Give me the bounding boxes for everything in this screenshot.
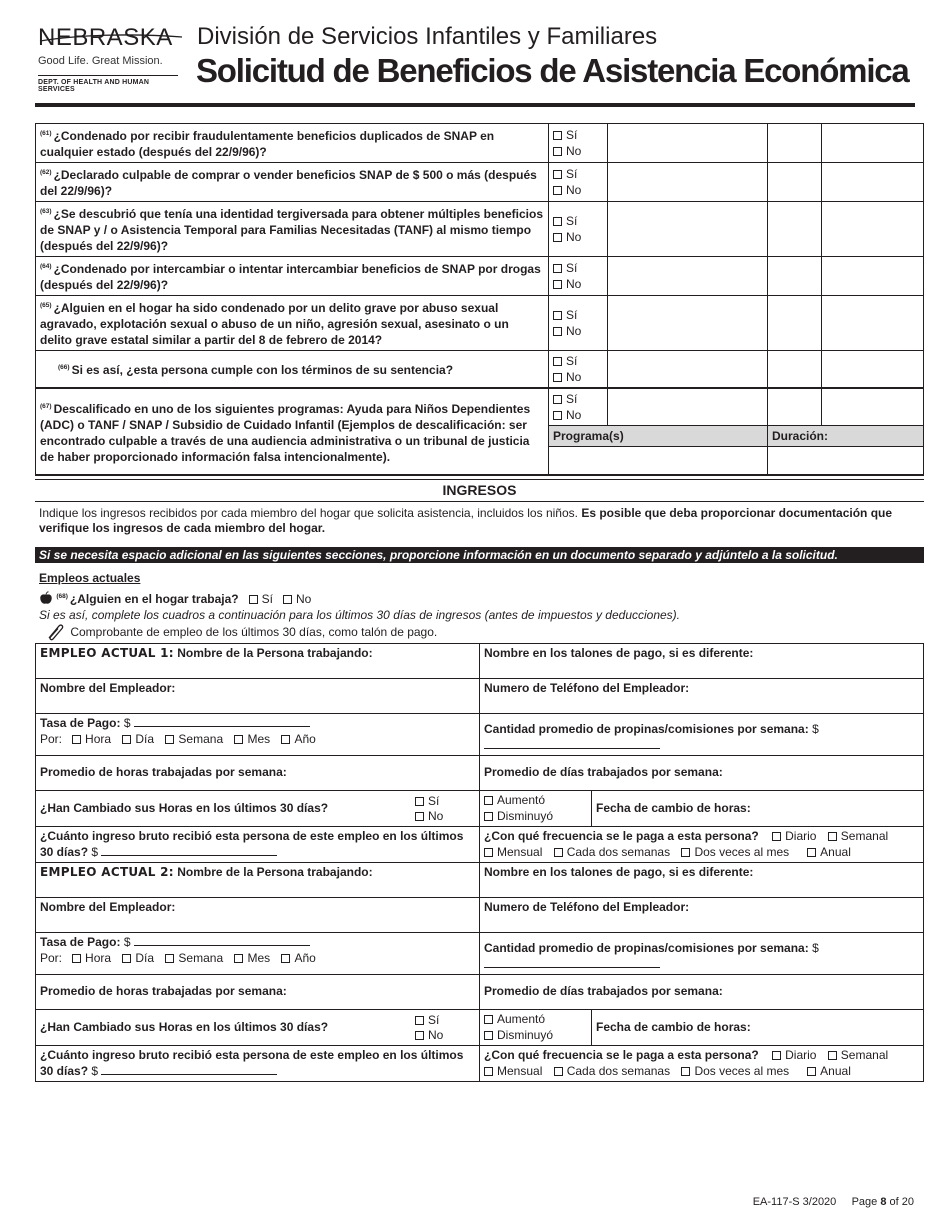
- question-number: (62): [40, 169, 52, 176]
- job-title: EMPLEO ACTUAL 1:: [40, 646, 174, 660]
- no-checkbox[interactable]: No: [553, 323, 603, 339]
- yes-no-options: [549, 351, 608, 389]
- section-divider: [35, 479, 924, 480]
- yes-checkbox[interactable]: Sí: [553, 391, 603, 407]
- question-row: [36, 124, 924, 163]
- additional-space-banner: Si se necesita espacio adicional en las siguientes secciones, proporcione información en un documento separado y adjúntelo a la solicitud.: [35, 547, 924, 563]
- paystub-name-field[interactable]: Nombre en los talones de pago, si es diferente:: [480, 863, 924, 898]
- yes-no-options: [549, 388, 608, 426]
- hours-change-direction: [480, 791, 592, 827]
- q68-label: ¿Alguien en el hogar trabaja?: [69, 592, 239, 606]
- person-name-field[interactable]: EMPLEO ACTUAL 2: Nombre de la Persona trabajando:: [36, 863, 480, 898]
- question-label: Descalificado en uno de los siguientes programas: Ayuda para Niños Dependientes (ADC) o TANF / SNAP / Subsidio de Cuidado Infantil (Ejemplos de descalificación: ser encontrado culpable a través de una audiencia administrativa o un tribunal de justicia de haber proporcionado información falsa intencionalmente).: [40, 401, 531, 464]
- answer-cell[interactable]: [822, 296, 924, 351]
- answer-cell[interactable]: [608, 296, 768, 351]
- yes-no-options: [549, 296, 608, 351]
- daily-checkbox[interactable]: Diario: [772, 829, 816, 843]
- question-row: [36, 351, 924, 389]
- tips-field[interactable]: Cantidad promedio de propinas/comisiones por semana: $: [480, 933, 924, 975]
- program-label: Programa(s): [549, 426, 768, 447]
- answer-cell[interactable]: [822, 257, 924, 296]
- per-hour-checkbox[interactable]: Hora: [72, 951, 111, 965]
- employment-table-1: [35, 643, 924, 863]
- question-row: [36, 296, 924, 351]
- page-footer: [753, 1196, 914, 1208]
- monthly-checkbox[interactable]: Mensual: [484, 845, 542, 859]
- answer-cell[interactable]: [768, 124, 822, 163]
- tips-field[interactable]: Cantidad promedio de propinas/comisiones por semana: $: [480, 714, 924, 756]
- per-hour-checkbox[interactable]: Hora: [72, 732, 111, 746]
- apple-icon: [39, 591, 53, 605]
- question-number: (67): [40, 402, 52, 410]
- eligibility-questions-table: [35, 123, 924, 475]
- answer-cell[interactable]: [608, 257, 768, 296]
- page-label: Page: [851, 1196, 878, 1208]
- question-number: (68): [56, 593, 68, 600]
- question-text: [36, 296, 549, 351]
- no-checkbox[interactable]: No: [553, 369, 603, 385]
- twice-monthly-checkbox[interactable]: Dos veces al mes: [681, 1064, 789, 1078]
- gross-income-field[interactable]: ¿Cuánto ingreso bruto recibió esta persona de este empleo en los últimos 30 días? $: [36, 827, 480, 863]
- question-number: (61): [40, 130, 52, 137]
- biweekly-checkbox[interactable]: Cada dos semanas: [554, 845, 670, 859]
- answer-cell[interactable]: [768, 163, 822, 202]
- question-label: ¿Declarado culpable de comprar o vender beneficios SNAP de $ 500 o más (después del 22/9/96)?: [40, 168, 537, 198]
- answer-cell[interactable]: [768, 202, 822, 257]
- answer-cell[interactable]: [608, 202, 768, 257]
- q68-proof-text: Comprobante de empleo de los últimos 30 días, como talón de pago.: [70, 625, 438, 639]
- avg-days-field[interactable]: Promedio de días trabajados por semana:: [480, 975, 924, 1010]
- income-intro-bold: Es posible que deba proporcionar documentación que verifique los ingresos de cada miembro del hogar.: [39, 506, 893, 535]
- q68-proof-note: [45, 623, 437, 641]
- no-checkbox[interactable]: No: [553, 276, 603, 292]
- page-title: Solicitud de Beneficios de Asistencia Económica: [196, 52, 909, 89]
- per-day-checkbox[interactable]: Día: [122, 732, 154, 746]
- per-year-checkbox[interactable]: Año: [281, 951, 315, 965]
- pay-rate-field[interactable]: Tasa de Pago: $ Por: Hora Día Semana Mes Año: [36, 714, 480, 756]
- yes-no-options: [549, 257, 608, 296]
- logo-divider: [38, 75, 178, 76]
- q68-no-checkbox[interactable]: No: [283, 592, 311, 606]
- answer-cell[interactable]: [822, 202, 924, 257]
- income-section-title: INGRESOS: [442, 482, 517, 498]
- answer-cell[interactable]: [768, 296, 822, 351]
- section-divider: [35, 475, 924, 476]
- logo-wordmark: [38, 24, 183, 52]
- q68-yes-checkbox[interactable]: Sí: [249, 592, 273, 606]
- question-label: ¿Condenado por intercambiar o intentar intercambiar beneficios de SNAP por drogas (después del 22/9/96)?: [40, 262, 541, 292]
- no-checkbox[interactable]: No: [415, 1028, 475, 1043]
- no-checkbox[interactable]: No: [553, 229, 603, 245]
- biweekly-checkbox[interactable]: Cada dos semanas: [554, 1064, 670, 1078]
- question-label: ¿Se descubrió que tenía una identidad tergiversada para obtener múltiples beneficios de SNAP y / o Asistencia Temporal para Familias Necesitadas (TANF) al mismo tiempo (después del 22/9/96)?: [40, 207, 544, 253]
- employer-phone-field[interactable]: Numero de Teléfono del Empleador:: [480, 898, 924, 933]
- page-number: 8: [880, 1196, 887, 1208]
- section-divider: [35, 501, 924, 502]
- pay-frequency: ¿Con qué frecuencia se le paga a esta persona? Diario Semanal Mensual Cada dos semanas Dos veces al mes Anual: [480, 827, 924, 863]
- question-row: [36, 202, 924, 257]
- logo-dept: DEPT. OF HEALTH AND HUMAN SERVICES: [38, 79, 150, 93]
- yes-no-options: [549, 202, 608, 257]
- increased-checkbox[interactable]: Aumentó: [484, 1012, 587, 1028]
- decreased-checkbox[interactable]: Disminuyó: [484, 809, 587, 825]
- per-week-checkbox[interactable]: Semana: [165, 732, 223, 746]
- employment-table-2: [35, 862, 924, 1082]
- answer-cell[interactable]: [768, 351, 822, 389]
- employer-name-field[interactable]: Nombre del Empleador:: [36, 679, 480, 714]
- logo-tagline: Good Life. Great Mission.: [38, 55, 163, 67]
- question-text: [36, 388, 549, 475]
- header-divider: [35, 103, 915, 107]
- answer-cell[interactable]: [822, 163, 924, 202]
- gross-income-field[interactable]: ¿Cuánto ingreso bruto recibió esta persona de este empleo en los últimos 30 días? $: [36, 1046, 480, 1082]
- question-text: [36, 351, 549, 389]
- yes-no-options: [549, 124, 608, 163]
- division-name: División de Servicios Infantiles y Familiares: [197, 23, 658, 50]
- per-week-checkbox[interactable]: Semana: [165, 951, 223, 965]
- pay-frequency: ¿Con qué frecuencia se le paga a esta persona? Diario Semanal Mensual Cada dos semanas Dos veces al mes Anual: [480, 1046, 924, 1082]
- answer-cell[interactable]: [822, 124, 924, 163]
- duration-input[interactable]: [768, 447, 924, 475]
- question-row: [36, 257, 924, 296]
- monthly-checkbox[interactable]: Mensual: [484, 1064, 542, 1078]
- nebraska-dhhs-logo: [38, 24, 183, 93]
- duration-label: Duración:: [768, 426, 924, 447]
- weekly-checkbox[interactable]: Semanal: [828, 829, 888, 843]
- per-day-checkbox[interactable]: Día: [122, 951, 154, 965]
- change-date-field[interactable]: Fecha de cambio de horas:: [592, 791, 924, 827]
- yes-checkbox[interactable]: Sí: [553, 213, 603, 229]
- logo-name: NEBRASKA: [38, 24, 173, 51]
- answer-cell[interactable]: [608, 163, 768, 202]
- income-intro-text: Indique los ingresos recibidos por cada miembro del hogar que solicita asistencia, incluidos los niños.: [39, 506, 578, 520]
- twice-monthly-checkbox[interactable]: Dos veces al mes: [681, 845, 789, 859]
- current-employment-heading: Empleos actuales: [39, 571, 141, 585]
- decreased-checkbox[interactable]: Disminuyó: [484, 1028, 587, 1044]
- avg-hours-field[interactable]: Promedio de horas trabajadas por semana:: [36, 756, 480, 791]
- yes-checkbox[interactable]: Sí: [553, 260, 603, 276]
- answer-cell[interactable]: [608, 124, 768, 163]
- paystub-name-field[interactable]: Nombre en los talones de pago, si es diferente:: [480, 644, 924, 679]
- no-checkbox[interactable]: No: [415, 809, 475, 824]
- annual-checkbox[interactable]: Anual: [807, 1064, 851, 1078]
- answer-cell[interactable]: [608, 351, 768, 389]
- yes-checkbox[interactable]: Sí: [553, 353, 603, 369]
- employer-name-field[interactable]: Nombre del Empleador:: [36, 898, 480, 933]
- question-row: [36, 163, 924, 202]
- question-68: [39, 591, 311, 606]
- q68-instructions: Si es así, complete los cuadros a continuación para los últimos 30 días de ingresos (antes de impuestos y deducciones).: [39, 608, 681, 622]
- question-label: Si es así, ¿esta persona cumple con los términos de su sentencia?: [71, 363, 454, 377]
- answer-cell[interactable]: [822, 351, 924, 389]
- question-number: (63): [40, 208, 52, 215]
- answer-cell[interactable]: [608, 388, 768, 426]
- yes-checkbox[interactable]: Sí: [553, 307, 603, 323]
- question-number: (64): [40, 263, 52, 270]
- answer-cell[interactable]: [768, 388, 822, 426]
- question-label: ¿Condenado por recibir fraudulentamente beneficios duplicados de SNAP en cualquier estado (después del 22/9/96)?: [40, 129, 495, 159]
- page-total: of 20: [889, 1196, 914, 1208]
- hours-changed-question: [36, 1010, 480, 1046]
- employer-phone-field[interactable]: Numero de Teléfono del Empleador:: [480, 679, 924, 714]
- per-month-checkbox[interactable]: Mes: [234, 951, 270, 965]
- yes-checkbox[interactable]: Sí: [415, 1013, 475, 1028]
- per-month-checkbox[interactable]: Mes: [234, 732, 270, 746]
- paperclip-icon: [45, 623, 67, 641]
- hours-change-direction: [480, 1010, 592, 1046]
- no-checkbox[interactable]: No: [553, 182, 603, 198]
- program-input[interactable]: [549, 447, 768, 475]
- question-text: [36, 257, 549, 296]
- question-text: [36, 163, 549, 202]
- avg-days-field[interactable]: Promedio de días trabajados por semana:: [480, 756, 924, 791]
- form-id: EA-117-S 3/2020: [752, 1196, 837, 1208]
- daily-checkbox[interactable]: Diario: [772, 1048, 816, 1062]
- hours-changed-question: [36, 791, 480, 827]
- no-checkbox[interactable]: No: [553, 143, 603, 159]
- yes-no-options: [549, 163, 608, 202]
- change-date-field[interactable]: Fecha de cambio de horas:: [592, 1010, 924, 1046]
- question-number: (65): [40, 302, 52, 309]
- question-row: [36, 388, 924, 426]
- answer-cell[interactable]: [768, 257, 822, 296]
- logo-swoosh-icon: [38, 24, 184, 54]
- income-intro: [39, 506, 919, 536]
- per-year-checkbox[interactable]: Año: [281, 732, 315, 746]
- yes-checkbox[interactable]: Sí: [553, 127, 603, 143]
- question-label: ¿Alguien en el hogar ha sido condenado por un delito grave por abuso sexual agravado, explotación sexual o abuso de un niño, agresión sexual, asesinato o un delito grave estatal similar a partir del 8 de febrero de 2014?: [40, 301, 509, 347]
- yes-checkbox[interactable]: Sí: [415, 794, 475, 809]
- person-name-field[interactable]: EMPLEO ACTUAL 1: Nombre de la Persona trabajando:: [36, 644, 480, 679]
- question-text: [36, 124, 549, 163]
- question-number: (66): [58, 364, 70, 371]
- hours-changed-label: ¿Han Cambiado sus Horas en los últimos 30 días?: [40, 800, 329, 815]
- no-checkbox[interactable]: No: [553, 407, 603, 423]
- avg-hours-field[interactable]: Promedio de horas trabajadas por semana:: [36, 975, 480, 1010]
- hours-changed-label: ¿Han Cambiado sus Horas en los últimos 30 días?: [40, 1019, 329, 1034]
- question-text: [36, 202, 549, 257]
- weekly-checkbox[interactable]: Semanal: [828, 1048, 888, 1062]
- job-title: EMPLEO ACTUAL 2:: [40, 865, 174, 879]
- annual-checkbox[interactable]: Anual: [807, 845, 851, 859]
- pay-rate-field[interactable]: Tasa de Pago: $ Por: Hora Día Semana Mes Año: [36, 933, 480, 975]
- yes-checkbox[interactable]: Sí: [553, 166, 603, 182]
- increased-checkbox[interactable]: Aumentó: [484, 793, 587, 809]
- answer-cell[interactable]: [822, 388, 924, 426]
